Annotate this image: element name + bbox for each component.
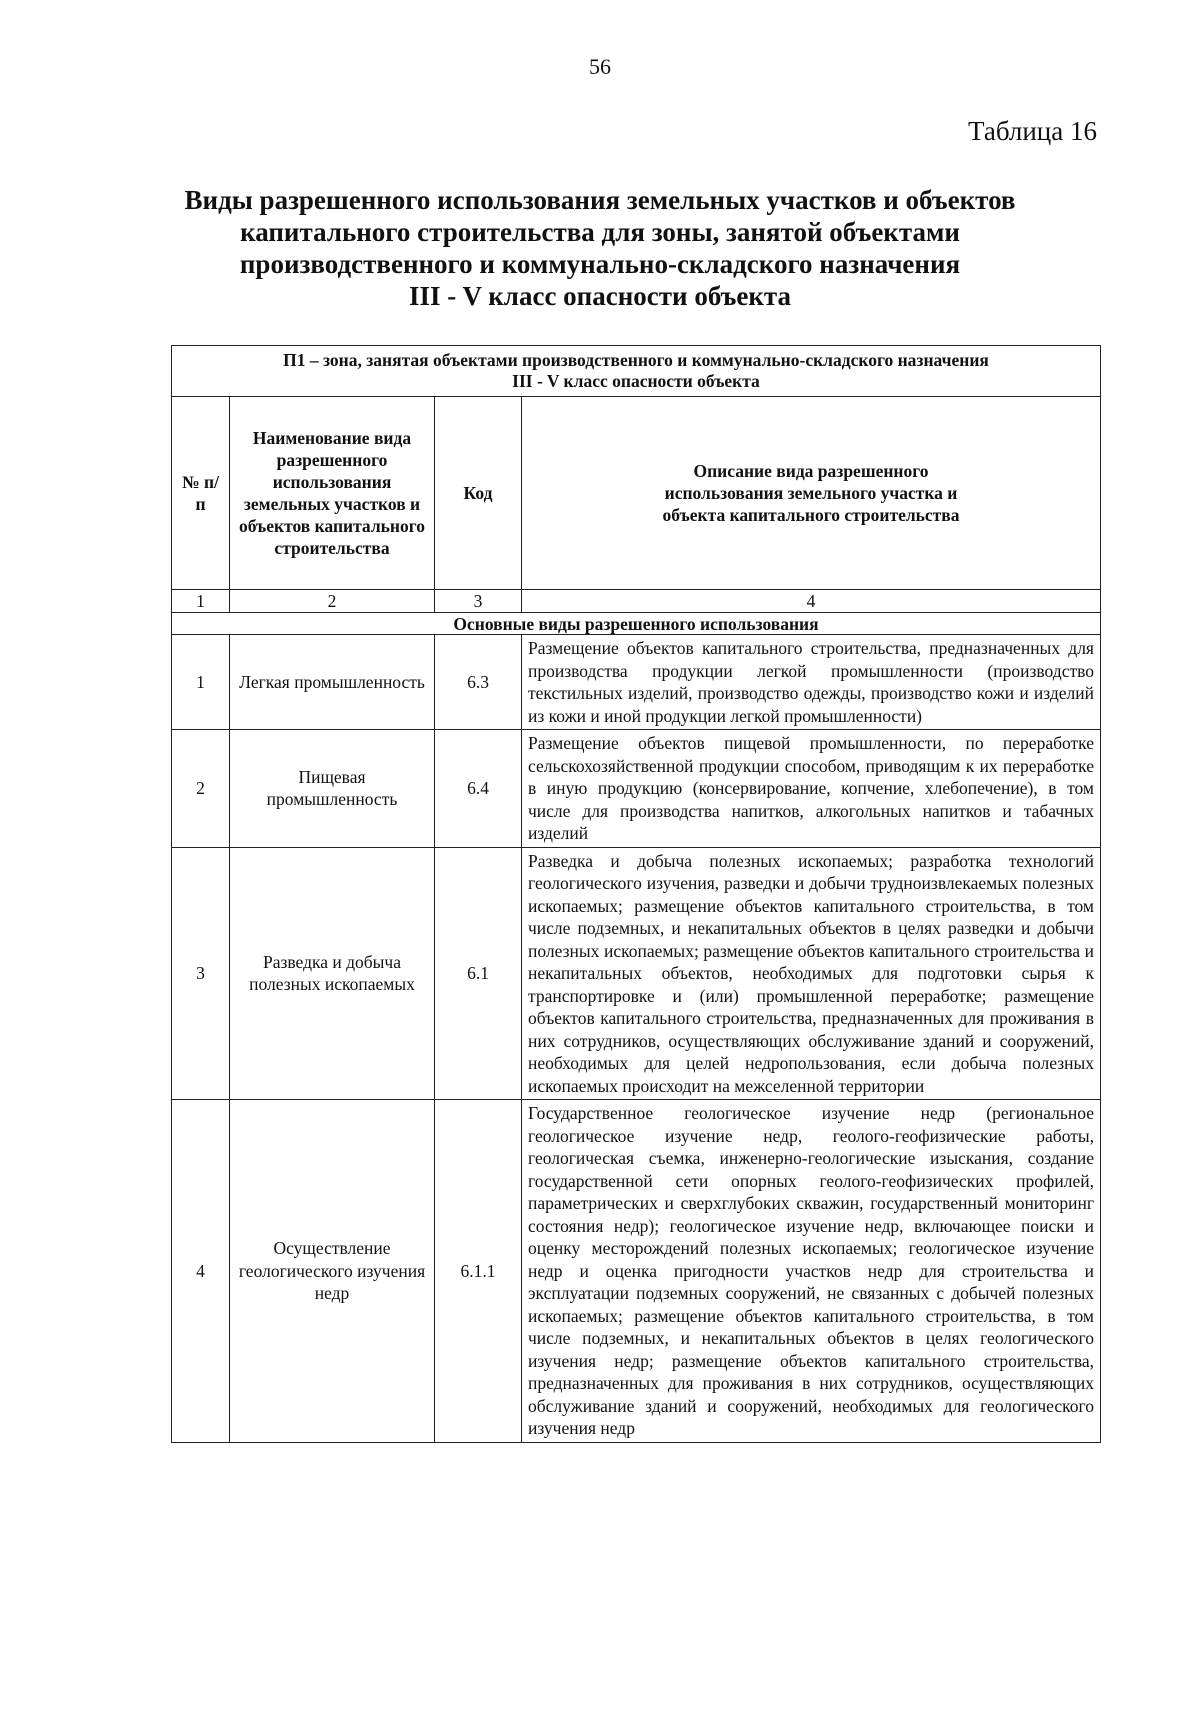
column-header-code: Код (435, 397, 522, 590)
row-num: 1 (172, 635, 230, 730)
column-number: 1 (172, 590, 230, 613)
column-header-name: Наименование вида разрешенного использования земельных участков и объектов капитального строительства (230, 397, 435, 590)
page-number: 56 (589, 54, 611, 79)
column-header-description: Описание вида разрешенного использования земельного участка и объекта капитального строительства (522, 397, 1101, 590)
row-description: Размещение объектов пищевой промышленности, по переработке сельскохозяйственной продукции способом, приводящим к их переработке в иную продукцию (консервирование, копчение, хлебопечение), в том числе для производства напитков, алкогольных напитков и табачных изделий (522, 730, 1101, 848)
row-code: 6.1.1 (435, 1100, 522, 1443)
title-line: Виды разрешенного использования земельных участков и объектов (184, 185, 1016, 215)
row-num: 4 (172, 1100, 230, 1443)
row-code: 6.1 (435, 847, 522, 1100)
row-num: 3 (172, 847, 230, 1100)
land-use-table (171, 345, 1101, 1443)
row-num: 2 (172, 730, 230, 848)
row-name: Легкая промышленность (230, 635, 435, 730)
table-row (172, 847, 1101, 1100)
column-header-num: № п/п (172, 397, 230, 590)
column-header-row (172, 397, 1101, 590)
row-code: 6.4 (435, 730, 522, 848)
column-number: 3 (435, 590, 522, 613)
section-header-row (172, 613, 1101, 635)
row-name: Разведка и добыча полезных ископаемых (230, 847, 435, 1100)
row-description: Размещение объектов капитального строительства, предназначенных для производства продукции легкой промышленности (производство текстильных изделий, производство одежды, производство кожи и изделий из кожи и иной продукции легкой промышленности) (522, 635, 1101, 730)
zone-header-row (172, 346, 1101, 397)
row-description: Государственное геологическое изучение недр (региональное геологическое изучение недр, геолого-геофизические работы, геологическая съемка, инженерно-геологические изыскания, создание государственной сети опорных геолого-геофизических профилей, параметрических и сверхглубоких скважин, государственный мониторинг состояния недр); геологическое изучение недр, включающее поиски и оценку месторождений полезных ископаемых; геологическое изучение недр и оценка пригодности участков недр для строительства и эксплуатации подземных сооружений, не связанных с добычей полезных ископаемых; размещение объектов капитального строительства, в том числе подземных, и некапитальных объектов в целях геологического изучения недр; размещение объектов капитального строительства, предназначенных для проживания в них сотрудников, осуществляющих обслуживание зданий и сооружений, необходимых для геологического изучения недр (522, 1100, 1101, 1443)
title-line: капитального строительства для зоны, занятой объектами (240, 217, 960, 247)
section-title: Основные виды разрешенного использования (172, 613, 1101, 635)
table-row (172, 730, 1101, 848)
zone-header-cell (172, 346, 1101, 397)
table-label: Таблица 16 (968, 116, 1097, 146)
table-row (172, 635, 1101, 730)
row-name: Пищевая промышленность (230, 730, 435, 848)
title-line: производственного и коммунально-складского назначения (239, 249, 961, 279)
column-number: 2 (230, 590, 435, 613)
document-title (150, 184, 1050, 312)
row-code: 6.3 (435, 635, 522, 730)
column-number-row (172, 590, 1101, 613)
table-row (172, 1100, 1101, 1443)
row-name: Осуществление геологического изучения недр (230, 1100, 435, 1443)
zone-header-line: III - V класс опасности объекта (512, 371, 760, 391)
title-line: III - V класс опасности объекта (408, 281, 792, 311)
column-number: 4 (522, 590, 1101, 613)
zone-header-line: П1 – зона, занятая объектами производственного и коммунально-складского назначения (283, 350, 989, 370)
row-description: Разведка и добыча полезных ископаемых; разработка технологий геологического изучения, разведки и добычи трудноизвлекаемых полезных ископаемых; размещение объектов капитального строительства, в том числе подземных, и некапитальных объектов в целях разведки и добычи полезных ископаемых; размещение объектов капитального строительства и некапитальных объектов, необходимых для подготовки сырья к транспортировке и (или) промышленной переработке; размещение объектов капитального строительства, предназначенных для проживания в них сотрудников, осуществляющих обслуживание зданий и сооружений, необходимых для целей недропользования, если добыча полезных ископаемых происходит на межселенной территории (522, 847, 1101, 1100)
